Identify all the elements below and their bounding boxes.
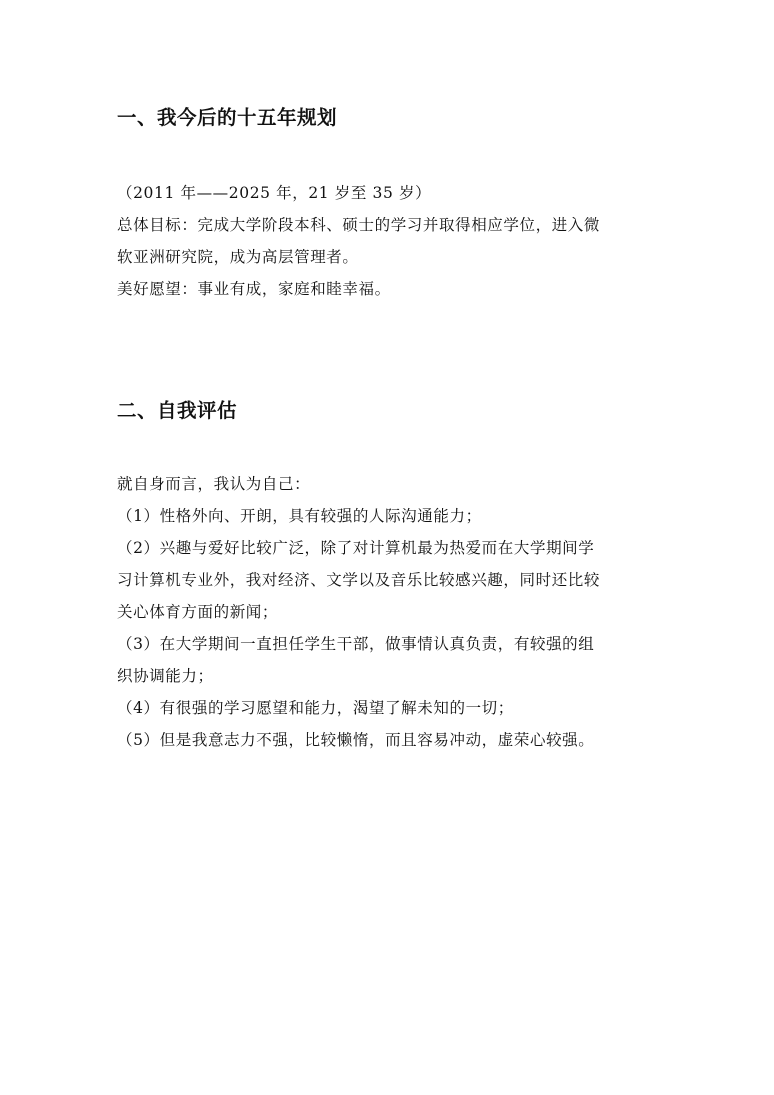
section-body xyxy=(117,177,662,305)
assessment-item-1: （1）性格外向、开朗，具有较强的人际沟通能力； xyxy=(117,507,482,525)
assessment-item-4: （4）有很强的学习愿望和能力，渴望了解未知的一切； xyxy=(117,699,514,717)
section-fifteen-year-plan xyxy=(117,105,662,305)
assessment-item-5: （5）但是我意志力不强，比较懒惰，而且容易冲动，虚荣心较强。 xyxy=(117,731,595,749)
section-heading: 二、自我评估 xyxy=(117,399,238,422)
section-self-assessment xyxy=(117,398,662,756)
overall-goal-line-1: 总体目标：完成大学阶段本科、硕士的学习并取得相应学位，进入微 xyxy=(117,216,601,234)
section-heading: 一、我今后的十五年规划 xyxy=(117,106,338,129)
assessment-item-3-line-1: （3）在大学期间一直担任学生干部，做事情认真负责，有较强的组 xyxy=(117,635,595,653)
section-body xyxy=(117,468,662,756)
assessment-intro: 就自身而言，我认为自己： xyxy=(117,475,311,493)
wish-text: 美好愿望：事业有成，家庭和睦幸福。 xyxy=(117,280,391,298)
assessment-item-2-line-2: 习计算机专业外，我对经济、文学以及音乐比较感兴趣，同时还比较 xyxy=(117,571,601,589)
assessment-item-2-line-3: 关心体育方面的新闻； xyxy=(117,603,279,621)
assessment-item-2-line-1: （2）兴趣与爱好比较广泛，除了对计算机最为热爱而在大学期间学 xyxy=(117,539,595,557)
overall-goal-line-2: 软亚洲研究院，成为高层管理者。 xyxy=(117,248,359,266)
assessment-item-3-line-2: 织协调能力； xyxy=(117,667,214,685)
plan-period-text: （2011 年——2025 年，21 岁至 35 岁） xyxy=(117,184,432,202)
